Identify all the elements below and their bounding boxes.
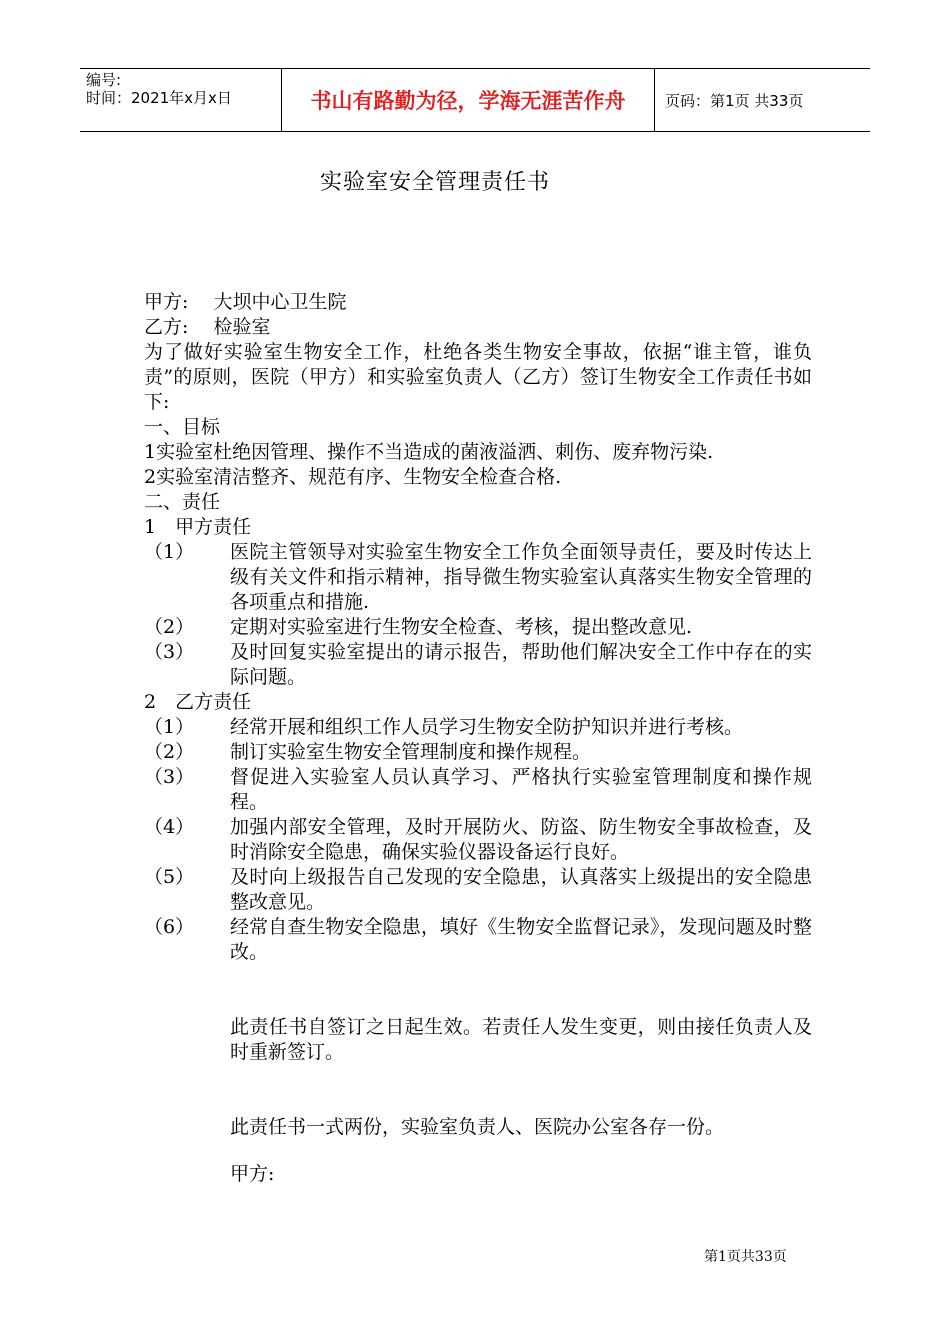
copies-clause: 此责任书一式两份，实验室负责人、医院办公室各存一份。 bbox=[230, 1116, 725, 1138]
effective-clause: 此责任书自签订之日起生效。若责任人发生变更，则由接任负责人及时重新签订。 bbox=[230, 1016, 812, 1063]
item-text: 经常开展和组织工作人员学习生物安全防护知识并进行考核。 bbox=[230, 716, 744, 738]
section-responsibility-heading: 二、责任 bbox=[144, 491, 221, 513]
list-item bbox=[144, 540, 812, 615]
item-number: （5） bbox=[144, 866, 195, 888]
list-item bbox=[144, 715, 812, 740]
goal-item-1: 1实验室杜绝因管理、操作不当造成的菌液溢洒、刺伤、废弃物污染. bbox=[144, 441, 714, 463]
item-text: 督促进入实验室人员认真学习、严格执行实验室管理制度和操作规程。 bbox=[230, 766, 812, 813]
list-item bbox=[144, 640, 812, 690]
item-text: 制订实验室生物安全管理制度和操作规程。 bbox=[230, 741, 592, 763]
item-number: （3） bbox=[144, 641, 195, 663]
list-item bbox=[144, 815, 812, 865]
page-footer: 第1页共33页 bbox=[704, 1249, 787, 1265]
list-item bbox=[144, 865, 812, 915]
item-number: （2） bbox=[144, 741, 195, 763]
number-label: 编号: bbox=[86, 71, 122, 89]
section-goal-heading: 一、目标 bbox=[144, 416, 221, 438]
document-title: 实验室安全管理责任书 bbox=[319, 170, 550, 195]
item-number: （1） bbox=[144, 716, 195, 738]
item-text: 经常自查生物安全隐患，填好《生物安全监督记录》，发现问题及时整改。 bbox=[230, 916, 812, 963]
document-body bbox=[144, 290, 812, 1187]
header-page-info: 页码：第1页 共33页 bbox=[665, 91, 804, 110]
list-item bbox=[144, 915, 812, 965]
party-a-responsibility-heading: 1 甲方责任 bbox=[144, 516, 252, 538]
party-a-signature-label: 甲方: bbox=[230, 1163, 275, 1185]
item-text: 及时回复实验室提出的请示报告，帮助他们解决安全工作中存在的实际问题。 bbox=[230, 641, 812, 688]
item-number: （4） bbox=[144, 816, 195, 838]
item-text: 加强内部安全管理，及时开展防火、防盗、防生物安全事故检查，及时消除安全隐患，确保实验仪器设备运行良好。 bbox=[230, 816, 812, 863]
page-header bbox=[80, 68, 870, 132]
header-meta bbox=[80, 69, 282, 131]
item-number: （2） bbox=[144, 616, 195, 638]
list-item bbox=[144, 765, 812, 815]
party-a-line: 甲方: 大坝中心卫生院 bbox=[144, 291, 347, 313]
intro-paragraph: 为了做好实验室生物安全工作，杜绝各类生物安全事故，依据“谁主管，谁负责”的原则，医院（甲方）和实验室负责人（乙方）签订生物安全工作责任书如下: bbox=[144, 341, 812, 413]
item-text: 定期对实验室进行生物安全检查、考核，提出整改意见. bbox=[230, 616, 693, 638]
list-item bbox=[144, 740, 812, 765]
item-number: （1） bbox=[144, 541, 195, 563]
item-number: （3） bbox=[144, 766, 195, 788]
item-text: 医院主管领导对实验室生物安全工作负全面领导责任，要及时传达上级有关文件和指示精神，指导微生物实验室认真落实生物安全管理的各项重点和措施. bbox=[230, 541, 812, 613]
list-item bbox=[144, 615, 812, 640]
item-text: 及时向上级报告自己发现的安全隐患，认真落实上级提出的安全隐患整改意见。 bbox=[230, 866, 812, 913]
item-number: （6） bbox=[144, 916, 195, 938]
time-label: 时间：2021年x月x日 bbox=[86, 89, 232, 107]
header-motto: 书山有路勤为径，学海无涯苦作舟 bbox=[282, 69, 655, 131]
goal-item-2: 2实验室清洁整齐、规范有序、生物安全检查合格. bbox=[144, 466, 562, 488]
party-b-line: 乙方: 检验室 bbox=[144, 316, 271, 338]
party-b-responsibility-heading: 2 乙方责任 bbox=[144, 691, 252, 713]
